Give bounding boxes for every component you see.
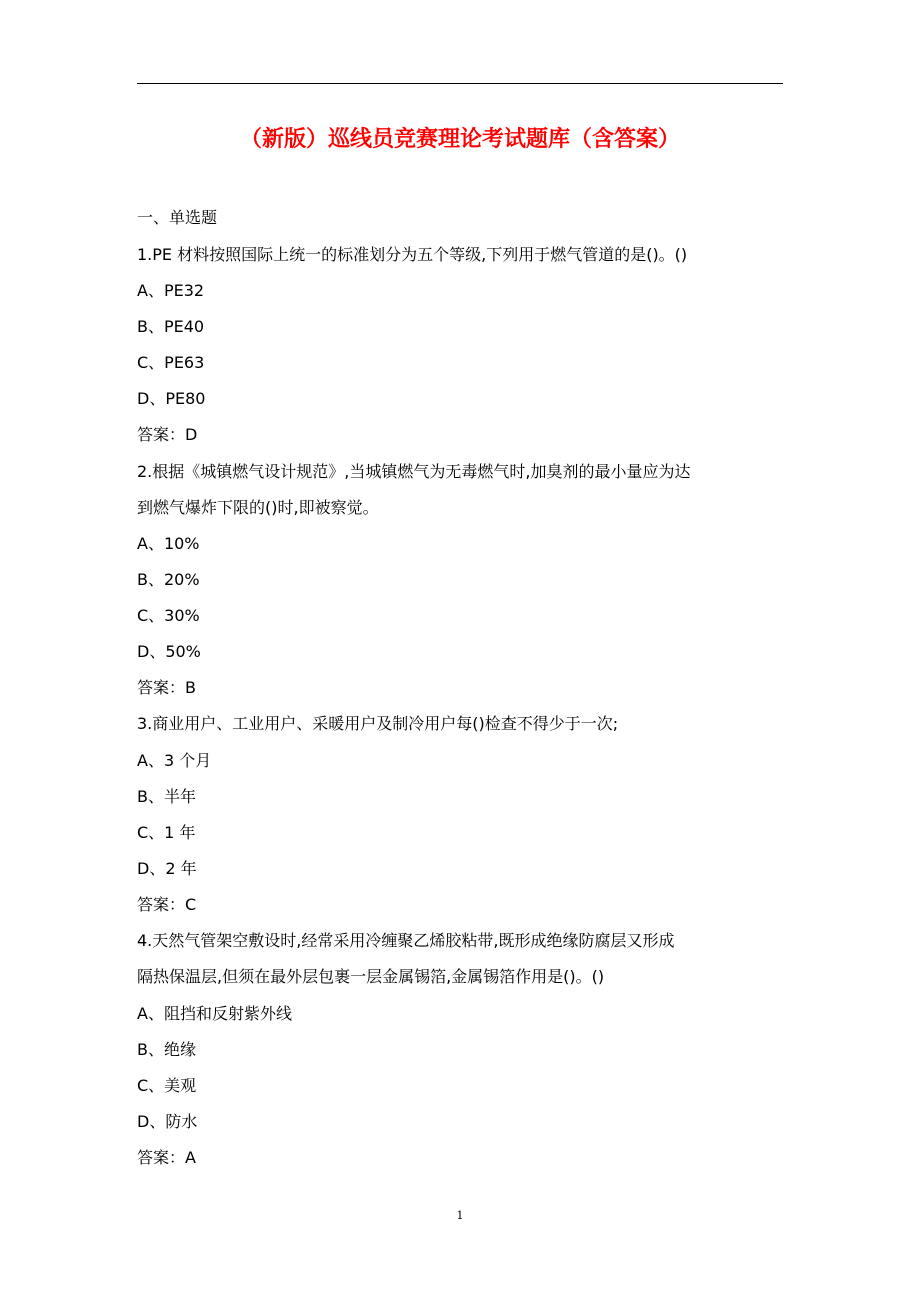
option-b: B、绝缘 — [137, 1040, 196, 1059]
option-d: D、防水 — [137, 1112, 198, 1131]
option-b: B、20% — [137, 570, 200, 589]
option-c: C、30% — [137, 606, 200, 625]
option-a: A、10% — [137, 534, 200, 553]
option-b: B、半年 — [137, 787, 196, 806]
section-heading: 一、单选题 — [137, 208, 218, 227]
question-stem-continued: 到燃气爆炸下限的()时,即被察觉。 — [137, 498, 379, 517]
option-a: A、阻挡和反射紫外线 — [137, 1004, 292, 1023]
document-title: （新版）巡线员竞赛理论考试题库（含答案） — [239, 127, 680, 152]
option-a: A、PE32 — [137, 281, 205, 300]
option-a: A、3 个月 — [137, 751, 212, 770]
option-d: D、2 年 — [137, 859, 197, 878]
option-c: C、1 年 — [137, 823, 196, 842]
header-rule — [137, 83, 783, 84]
option-c: C、美观 — [137, 1076, 197, 1095]
question-stem: 3.商业用户、工业用户、采暖用户及制冷用户每()检查不得少于一次; — [137, 714, 619, 733]
question-stem: 1.PE 材料按照国际上统一的标准划分为五个等级,下列用于燃气管道的是()。() — [137, 245, 688, 264]
answer: 答案：B — [137, 678, 196, 697]
option-c: C、PE63 — [137, 353, 205, 372]
option-d: D、PE80 — [137, 389, 206, 408]
answer: 答案：C — [137, 895, 197, 914]
page-number: 1 — [456, 1209, 464, 1222]
question-stem: 2.根据《城镇燃气设计规范》,当城镇燃气为无毒燃气时,加臭剂的最小量应为达 — [137, 462, 691, 481]
answer: 答案：A — [137, 1148, 196, 1167]
option-d: D、50% — [137, 642, 201, 661]
option-b: B、PE40 — [137, 317, 205, 336]
question-stem: 4.天然气管架空敷设时,经常采用冷缠聚乙烯胶粘带,既形成绝缘防腐层又形成 — [137, 931, 675, 950]
answer: 答案：D — [137, 425, 198, 444]
question-stem-continued: 隔热保温层,但须在最外层包裹一层金属锡箔,金属锡箔作用是()。() — [137, 967, 605, 986]
